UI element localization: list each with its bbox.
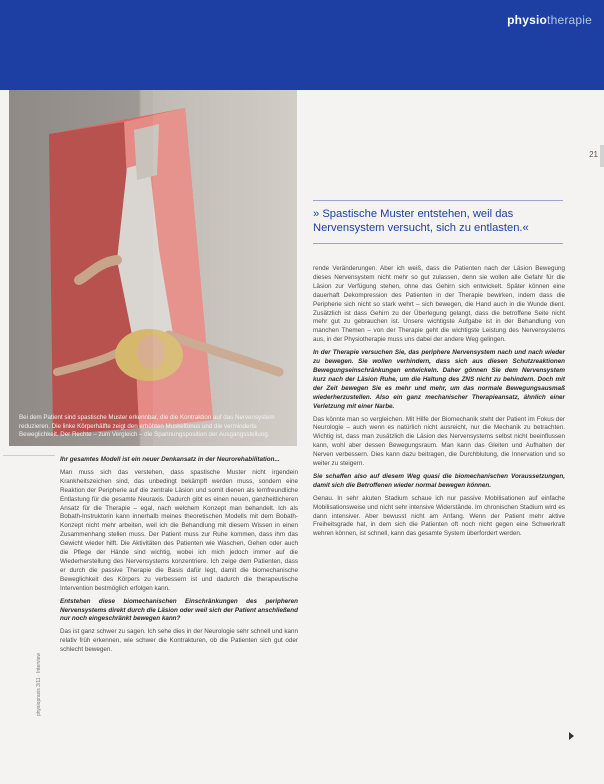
header-bar — [0, 0, 604, 90]
answer-4: Genau. In sehr akuten Stadium schaue ich nur passive Mobilisationen auf einfache Mobilisationsweise und nicht sehr intensive Widerstände. Im chronischen Stadium wird es dann intensiver. Aber bewusst nicht am Anfang. Wenn der Patient mehr aktive Freiheitsgrade hat, in dem sich die Patienten oft noch nicht gegen eine Schwerkraft wehren können, ist schnell, kann das gesamte System überfordert werden. — [313, 494, 565, 538]
question-3: In der Therapie versuchen Sie, das periphere Nervensystem nach und nach wieder zu bewegen. Sie wollen verhindern, dass sich aus diesen Schutzreaktionen Bewegungseinschränkungen entwickeln. Daher gönnen Sie dem Nervensystem kurz nach der Läsion Ruhe, um die Haltung des ZNS nicht zu behindern. Doch mit der Zeit bewegen Sie es mehr und mehr, um das normale Bewegungsausmaß wiederherzustellen. Also ein ganz mechanischer Therapieansatz, ähnlich einer Verletzung mit einer Narbe. — [313, 349, 565, 410]
patient-illustration — [9, 90, 297, 446]
brand-part1: physio — [507, 13, 548, 27]
left-column — [60, 456, 298, 659]
answer-2: Das ist ganz schwer zu sagen. Ich sehe dies in der Neurologie sehr schnell und kann relativ früh erkennen, wie schwer die Kontrakturen, ob die Patienten sich gut oder schlecht bewegen. — [60, 628, 298, 654]
column-divider — [3, 455, 55, 456]
continue-arrow-icon — [569, 732, 574, 740]
answer-2-continued: rende Veränderungen. Aber ich weiß, dass die Patienten nach der Läsion Bewegung dieses Nervensystem nicht mehr so gut zulassen, denn sie wollen alle Gefahr für die Läsion zur Verfügung stehen, ohne das Gehirn sich entwickelt. Später können eine dauerhaft Dekompression des Patienten in der Therapie bewirken, indem dass die Peripherie sich nicht so stark wehrt – sich bewegen, die Hand auch in die Wunde dient. Zusätzlich ist dass Gehirn zu der Überlegung gelangt, dass die betroffene Seite nicht mehr gut zu gebrauchen ist. Unsere wichtigste Aufgabe ist in der Behandlung von manchen Themen – von der Therapie geht die wichtigste Leistung des Nervensystems aus, in der Physiotherapie muss uns dabei der andere Weg gelingen. — [313, 265, 565, 344]
page-tab-marker — [600, 145, 604, 167]
answer-1: Man muss sich das verstehen, dass spastische Muster nicht irgendein Krankheitszeichen sind, das unbedingt bekämpft werden muss, sondern eine Reaktion der Peripherie auf die zentrale Läsion und somit dienen als lernfreundliche Entlastung für die gesamte Neuraxis. Dadurch gibt es einen neuen, ganzheitlicheren Ansatz für die Therapie – egal, nach welchem Konzept man behandelt. Ich als Bobath-Instruktorin kann innerhalb meines theoretischen Modells mit dem Bobath-Konzept nicht mehr arbeiten, weil ich die Behandlung mit diesem Wissen in einen Zusammenhang stellen muss. Der Patient muss zur Ruhe kommen, dass ihm das Gewicht wieder hilft. Die Aktivitäten des Patienten wie Waschen, Gehen oder auch die Pflege der Hände sind wichtig, wobei ich mich jedoch immer auf die Wiederherstellung des Nervensystems konzentriere. Ich zeige dem Patienten, dass er durch die passive Therapie die Basis dafür legt, damit die biomechanische Beweglichkeit des Körpers zu verbessern ist und dadurch die therapeutische Intervention bestmöglich erfolgen kann. — [60, 468, 298, 592]
question-4: Sie schaffen also auf diesem Weg quasi die biomechanischen Voraussetzungen, damit sich die Betroffenen wieder normal bewegen können. — [313, 472, 565, 489]
brand-logo — [507, 13, 592, 27]
question-2: Entstehen diese biomechanischen Einschränkungen des peripheren Nervensystems direkt durch die Läsion oder weil sich der Patient anschließend nur noch eingeschränkt bewegen kann? — [60, 597, 298, 623]
brand-part2: therapie — [547, 13, 592, 27]
photo-caption: Bei dem Patient sind spastische Muster erkennbar, die die Kontraktion auf das Nervensystem reduzieren. Die linke Körperhälfte zeigt den erhöhten Muskeltonus und die verminderte Beweglichkeit. Der Rechte – zum Vergleich – die Spannungsposition der Ausgangsstellung. — [19, 414, 275, 439]
footer-vertical — [36, 653, 44, 784]
pull-quote-text: » Spastische Muster entstehen, weil das Nervensystem versucht, sich zu entlasten.« — [313, 208, 529, 234]
question-1: Ihr gesamtes Modell ist ein neuer Denkansatz in der Neurorehabilitation... — [60, 456, 280, 463]
page-number: 21 — [589, 150, 598, 159]
right-column — [313, 265, 565, 543]
footer-text: physiopraxis 3/11 · Interview — [36, 653, 42, 716]
pull-quote — [313, 200, 563, 244]
answer-3: Das könnte man so vergleichen. Mit Hilfe der Biomechanik steht der Patient im Fokus der Neurologie – auch wenn es natürlich nicht ausreicht, nur die Mechanik zu betrachten. Wichtig ist, dass man zusätzlich die Läsion des Nervensystems selbst nicht beeinflussen kann, wohl aber dessen Bewegungsraum. Man kann das Gleiten und Aufhalten der Nerven verbessern. Dies kann dazu beitragen, die Durchblutung, die Innervation und so weiter zu steigern. — [313, 415, 565, 468]
patient-photo — [9, 90, 297, 446]
